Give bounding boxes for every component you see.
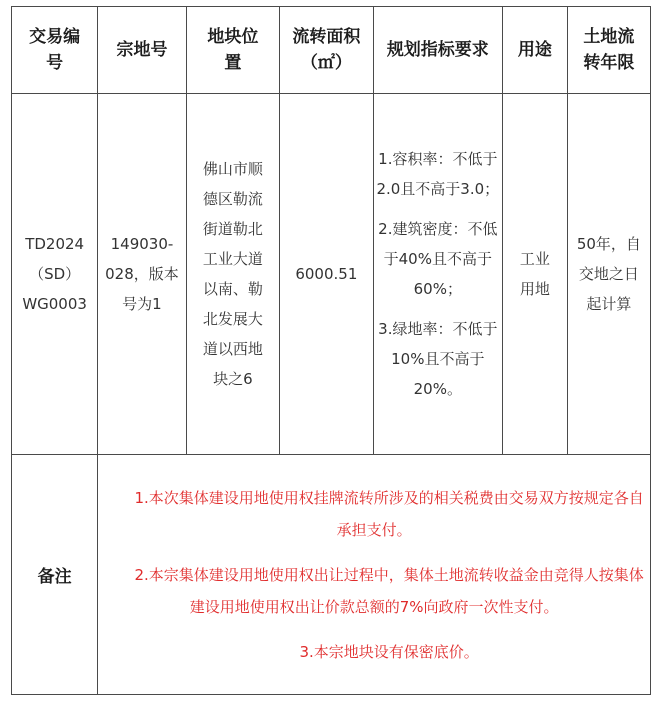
- remarks-row: [12, 455, 651, 695]
- cell-parcel-no: [98, 94, 186, 455]
- cell-usage: [503, 94, 568, 455]
- cell-area: [280, 94, 373, 455]
- cell-trade-no: [12, 94, 98, 455]
- cell-location: [186, 94, 279, 455]
- trade-no-value: TD2024（SD）WG0003: [22, 235, 87, 313]
- header-trade-no: 交易编号: [12, 7, 98, 94]
- cell-requirements: [373, 94, 502, 455]
- header-area: 流转面积（㎡）: [280, 7, 373, 94]
- remark-item-reserve-price: 3.本宗地块设有保密底价。: [299, 642, 479, 661]
- parcel-no-value: 149030-028，版本号为1: [105, 235, 179, 313]
- remark-item-revenue: 2.本宗集体建设用地使用权出让过程中，集体土地流转收益金由竞得人按集体建设用地使用权出让价款总额的7%向政府一次性支付。: [134, 565, 644, 616]
- data-row: [12, 94, 651, 455]
- term-value: 50年，自交地之日起计算: [576, 235, 641, 313]
- header-requirements: 规划指标要求: [373, 7, 502, 94]
- header-parcel-no: 宗地号: [98, 7, 186, 94]
- header-row: [12, 7, 651, 94]
- land-transfer-table: [11, 6, 651, 695]
- requirement-plot-ratio: 1.容积率：不低于2.0且不高于3.0；: [376, 150, 500, 198]
- area-value: 6000.51: [295, 265, 358, 283]
- header-location: 地块位置: [186, 7, 279, 94]
- remarks-content: [98, 455, 651, 695]
- requirement-building-density: 2.建筑密度：不低于40%且不高于60%；: [378, 220, 498, 298]
- remark-item-taxes: 1.本次集体建设用地使用权挂牌流转所涉及的相关税费由交易双方按规定各自承担支付。: [134, 488, 644, 539]
- header-term: 土地流转年限: [567, 7, 650, 94]
- requirement-green-ratio: 3.绿地率：不低于10%且不高于20%。: [378, 320, 498, 398]
- location-value: 佛山市顺德区勒流街道勒北工业大道以南、勒北发展大道以西地块之6: [202, 160, 263, 388]
- remarks-label: 备注: [12, 455, 98, 695]
- usage-value: 工业用地: [519, 250, 550, 298]
- header-usage: 用途: [503, 7, 568, 94]
- cell-term: [567, 94, 650, 455]
